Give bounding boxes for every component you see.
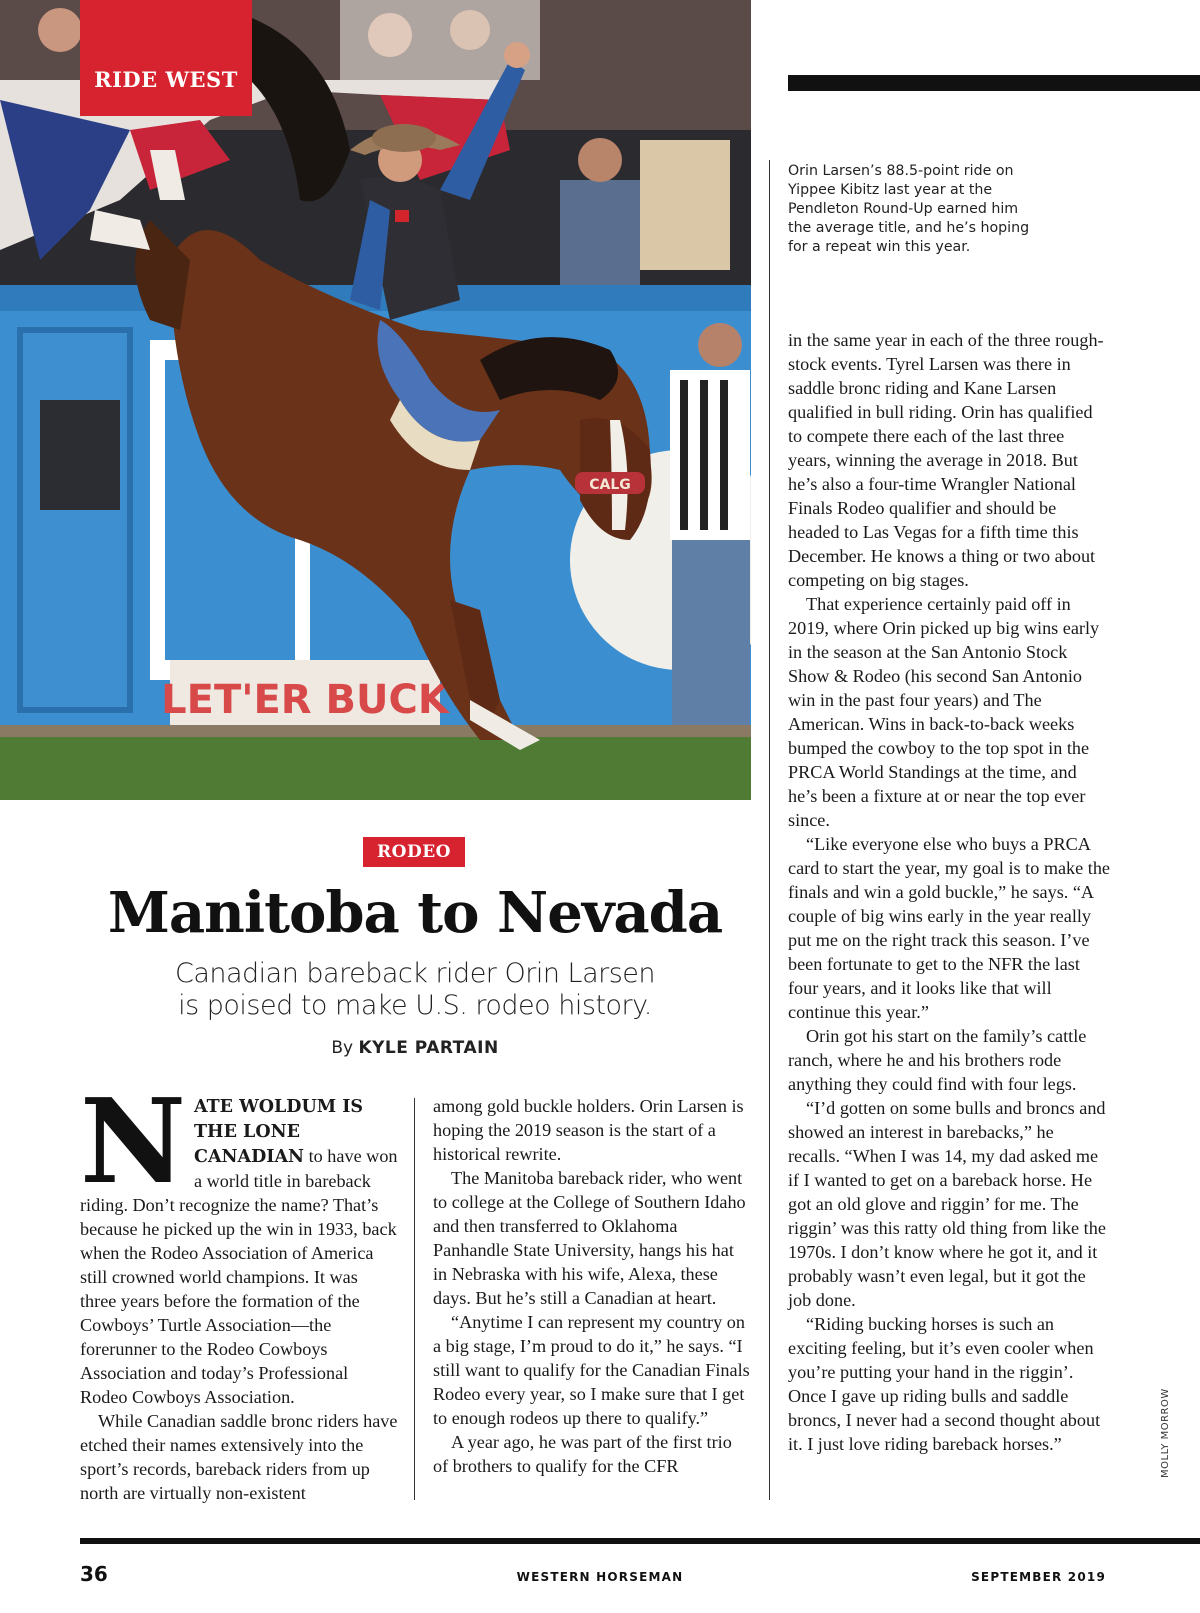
section-label: RIDE WEST xyxy=(80,0,252,116)
paragraph: “Riding bucking horses is such an exciting feeling, but it’s even cooler when you’re putting your hand in the riggin’. Once I gave up riding bulls and saddle broncs, I never had a second thought about it. I just love riding bareback horses.” xyxy=(788,1314,1101,1454)
magazine-name: WESTERN HORSEMAN xyxy=(516,1570,684,1584)
paragraph: Orin got his start on the family’s cattle ranch, where he and his brothers rode anything they could find with four legs. xyxy=(788,1026,1087,1094)
paragraph: A year ago, he was part of the first trio of brothers to qualify for the CFR xyxy=(433,1432,732,1476)
top-rule xyxy=(788,75,1200,91)
category-tag: RODEO xyxy=(363,837,465,867)
paragraph: in the same year in each of the three rough-stock events. Tyrel Larsen was there in saddle bronc riding and Kane Larsen qualified in bull riding. Orin has qualified to compete there each of the last three years, winning the average in 2018. But he’s also a four-time Wrangler National Finals Rodeo qualifier and should be headed to Las Vegas for a fifth time this December. He knows a thing or two about competing on big stages. xyxy=(788,330,1104,590)
page-number: 36 xyxy=(80,1562,108,1586)
column-divider xyxy=(414,1098,415,1500)
paragraph: The Manitoba bareback rider, who went to college at the College of Southern Idaho and then transferred to Oklahoma Panhandle State University, hangs his hat in Nebraska with his wife, Alexa, these days. But he’s still a Canadian at heart. xyxy=(433,1168,746,1308)
paragraph xyxy=(80,1074,398,1409)
lead-in: ATE WOLDUM IS THE LONE CANADIAN xyxy=(194,1097,364,1167)
arena-sign-text: LET'ER BUCK xyxy=(161,677,449,723)
paragraph: “Anytime I can represent my country on a big stage, I’m proud to do it,” he says. “I still want to qualify for the Canadian Finals Rodeo every year, so I make sure that I get to enough rodeos up there to qualify.” xyxy=(433,1312,750,1428)
issue-date: SEPTEMBER 2019 xyxy=(971,1570,1106,1584)
article-column-2 xyxy=(433,1094,751,1478)
paragraph: While Canadian saddle bronc riders have etched their names extensively into the sport’s records, bareback riders from up north are virtually non-existent xyxy=(80,1411,398,1503)
deck-line: is poised to make U.S. rodeo history. xyxy=(178,990,652,1021)
photo-caption: Orin Larsen’s 88.5-point ride on Yippee Kibitz last year at the Pendleton Round-Up earned him the average title, and he’s hoping for a repeat win this year. xyxy=(788,163,1030,255)
paragraph: among gold buckle holders. Orin Larsen is hoping the 2019 season is the start of a historical rewrite. xyxy=(433,1096,744,1164)
photo-credit: MOLLY MORROW xyxy=(1160,1388,1171,1478)
headline: Manitoba to Nevada xyxy=(107,880,723,946)
footer-rule xyxy=(80,1538,1200,1544)
paragraph: That experience certainly paid off in 2019, where Orin picked up big wins early in the season at the San Antonio Stock Show & Rodeo (his second San Antonio win in the past four years) and The American. Wins in back-to-back weeks bumped the cowboy to the top spot in the PRCA World Standings at the time, and he’s been a fixture at or near the top ever since. xyxy=(788,594,1100,830)
paragraph-text: to have won a world title in bareback riding. Don’t recognize the name? That’s because he picked up the win in 1933, back when the Rodeo Association of America still crowned world champions. It was three years before the formation of the Cowboys’ Turtle Association—the forerunner to the Rodeo Cowboys Association and today’s Professional Rodeo Cowboys Association. xyxy=(80,1146,398,1407)
deck xyxy=(120,958,710,1022)
drop-cap: N xyxy=(80,1074,187,1210)
paragraph: “Like everyone else who buys a PRCA card to start the year, my goal is to make the finals and win a gold buckle,” he says. “A couple of big wins early in the year really put me on the right track this season. I’ve been fortunate to get to the NFR the last four years, and it looks like that will continue this year.” xyxy=(788,834,1110,1022)
deck-line: Canadian bareback rider Orin Larsen xyxy=(174,958,656,989)
hero-photo xyxy=(0,0,751,800)
column-divider xyxy=(769,160,770,1500)
byline xyxy=(240,1038,590,1058)
byline-author: KYLE PARTAIN xyxy=(358,1038,499,1058)
paragraph: “I’d gotten on some bulls and broncs and showed an interest in barebacks,” he recalls. “When I was 14, my dad asked me if I wanted to get on a bareback horse. He got an old glove and riggin’ for me. The riggin’ was this ratty old thing from like the 1970s. I don’t know where he got it, and it probably wasn’t even legal, but it got the job done. xyxy=(788,1098,1106,1310)
halter-text: CALG xyxy=(589,477,631,493)
byline-prefix: By xyxy=(331,1038,359,1058)
article-column-1 xyxy=(80,1074,398,1505)
article-column-3 xyxy=(788,328,1110,1456)
